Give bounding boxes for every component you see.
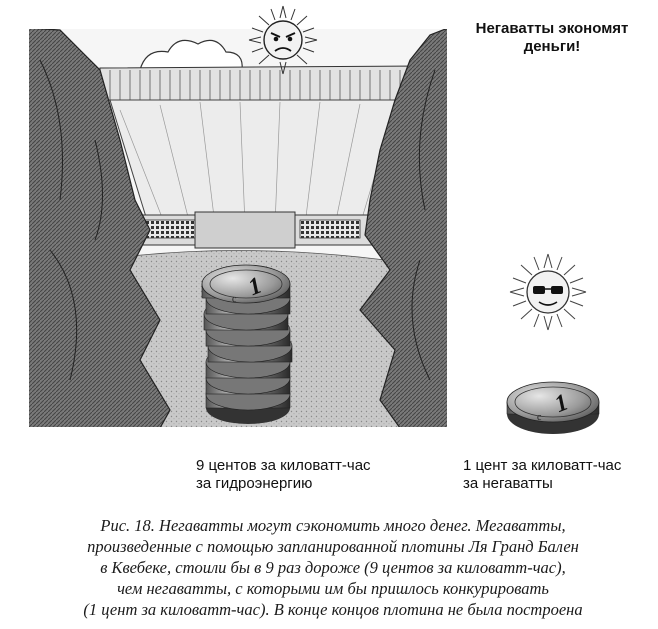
figure-caption-line: произведенные с помощью запланированной плотины Ля Гранд Бален <box>87 537 579 556</box>
headline-line-1: Негаватты экономят <box>475 20 629 37</box>
coin-stack-icon <box>202 265 292 424</box>
coin-stack-value: 1 <box>244 272 266 302</box>
negawatt-cost-line-2: за негаватты <box>463 475 553 492</box>
figure-caption-line: в Квебеке, стоили бы в 9 раз дороже (9 центов за киловатт-час), <box>100 558 566 577</box>
single-coin-letter: c <box>537 412 542 423</box>
hydro-cost-line-2: за гидроэнергию <box>196 475 313 492</box>
negawatt-cost-caption <box>463 457 621 493</box>
coin-stack-letter: c <box>232 294 237 305</box>
headline <box>452 20 652 56</box>
single-coin-value: 1 <box>551 389 572 419</box>
negawatt-cost-line-1: 1 цент за киловатт-час <box>463 457 622 474</box>
figure-caption-line: Рис. 18. Негаватты могут сэкономить много денег. Мегаватты, <box>100 516 566 535</box>
cool-sun-icon <box>510 254 586 330</box>
figure-caption <box>18 515 648 620</box>
hydro-cost-caption <box>196 457 371 493</box>
figure-caption-line: чем негаватты, с которыми им бы пришлось конкурировать <box>117 579 549 598</box>
figure-caption-line: (1 цент за киловатт-час). В конце концов плотина не была построена <box>83 600 583 619</box>
single-coin-icon <box>507 382 599 434</box>
hydro-cost-line-1: 9 центов за киловатт-час <box>196 457 371 474</box>
headline-line-2: деньги! <box>523 38 581 55</box>
